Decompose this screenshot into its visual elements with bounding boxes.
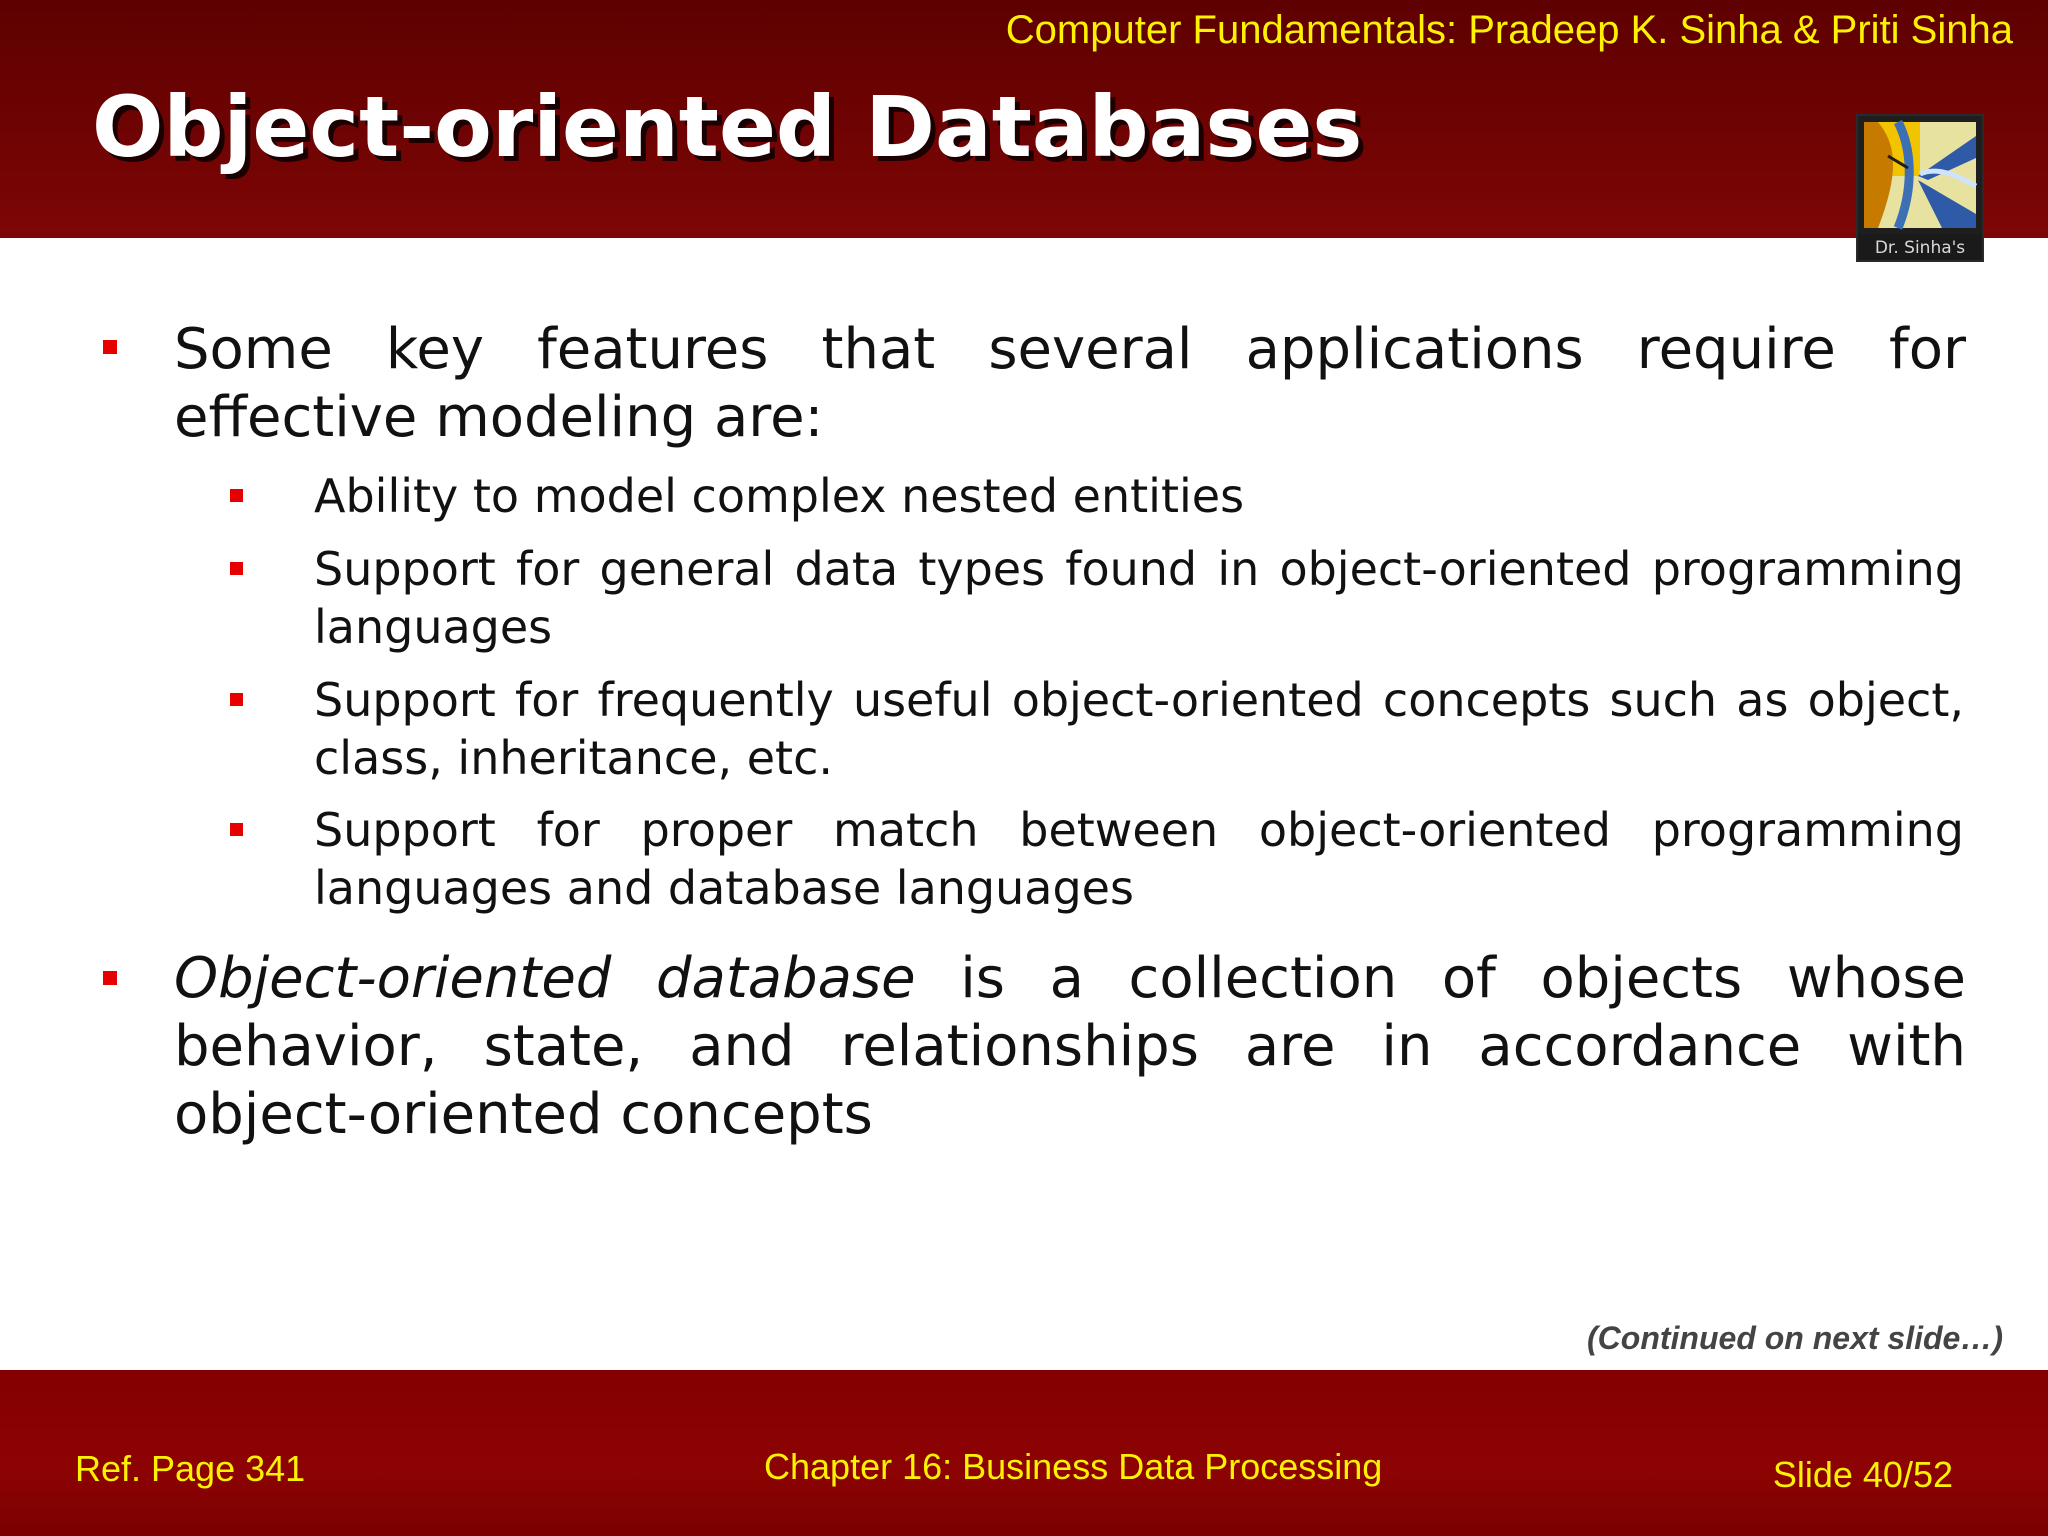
slide-title: Object-oriented Databases xyxy=(92,78,1363,176)
sub-bullet-marker xyxy=(230,562,243,575)
sub-bullet-item: Support for frequently useful object-oriented concepts such as object, class, inheritance, etc. xyxy=(314,673,1964,785)
defined-term: Object-oriented database xyxy=(174,946,916,1011)
slide-number: Slide 40/52 xyxy=(1772,1454,1953,1495)
sub-bullet-marker xyxy=(230,693,243,706)
chapter-title: Chapter 16: Business Data Processing xyxy=(764,1446,1383,1487)
definition-text: is a collection of objects whose behavior, state, and relationships are in accordance with object-oriented concepts xyxy=(174,946,1966,1147)
sub-bullet-marker xyxy=(230,823,243,836)
footer-bar xyxy=(0,1370,2048,1536)
bullet-item: Some key features that several applications require for effective modeling are: xyxy=(174,317,1966,450)
header-bar xyxy=(0,0,2048,238)
bullet-marker xyxy=(103,340,117,354)
bullet-marker xyxy=(103,971,117,985)
sub-bullet-item: Support for proper match between object-oriented programming languages and database languages xyxy=(314,803,1964,915)
logo-caption: Dr. Sinha's xyxy=(1874,238,1966,258)
sub-bullet-item: Ability to model complex nested entities xyxy=(314,469,1245,523)
author-logo xyxy=(1856,114,1984,262)
sub-bullet-item: Support for general data types found in object-oriented programming languages xyxy=(314,542,1964,654)
ref-page: Ref. Page 341 xyxy=(75,1448,306,1489)
book-credit: Computer Fundamentals: Pradeep K. Sinha & Priti Sinha xyxy=(1005,8,2013,52)
sub-bullet-marker xyxy=(230,489,243,502)
continued-note: (Continued on next slide…) xyxy=(1587,1320,2003,1356)
bullet-item xyxy=(174,945,1966,1149)
logo-graphic xyxy=(1858,116,1982,234)
